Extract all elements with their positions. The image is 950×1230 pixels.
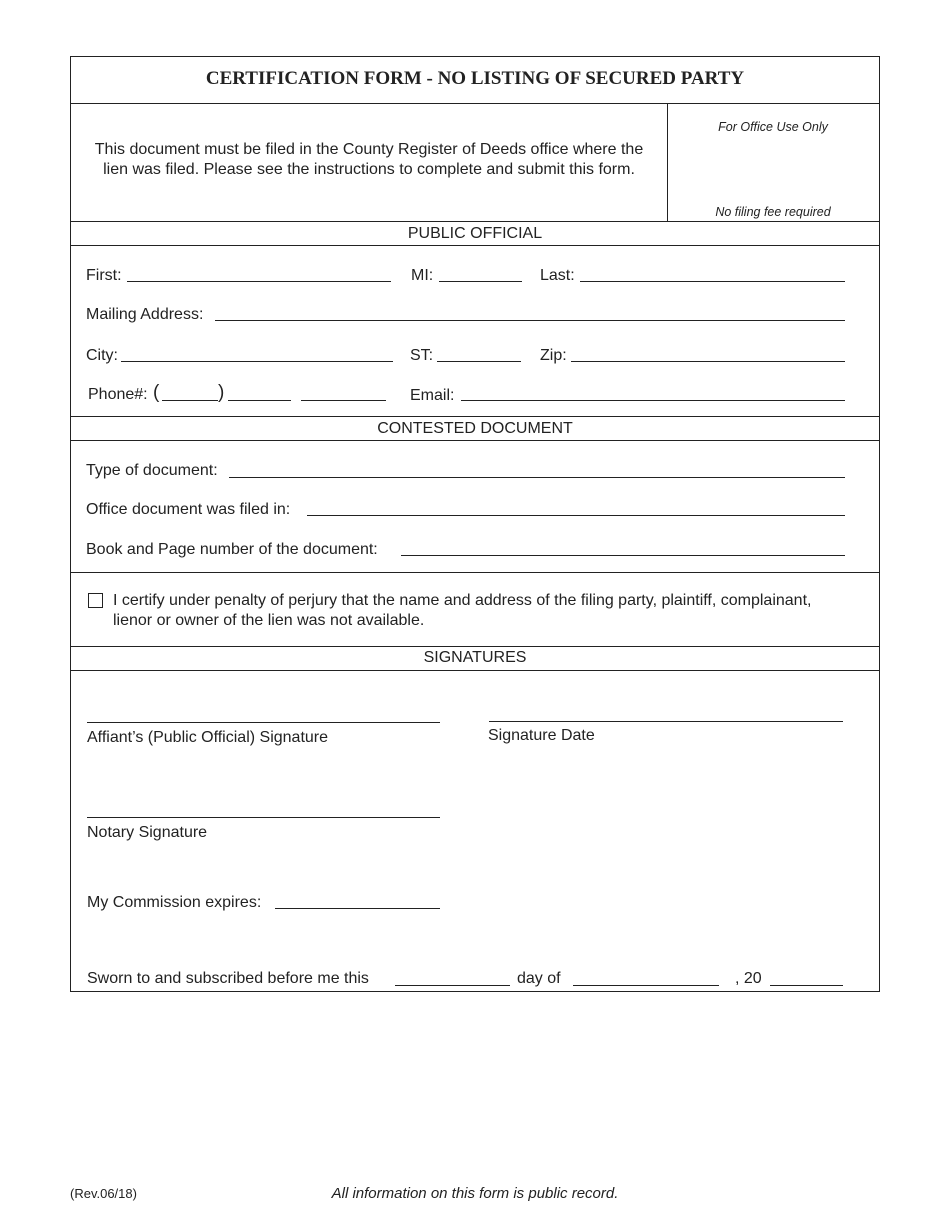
filing-office-label: Office document was filed in: — [86, 501, 291, 518]
divider — [71, 646, 879, 647]
form-frame — [70, 56, 880, 992]
certify-line: lienor or owner of the lien was not available. — [113, 612, 425, 629]
divider — [71, 440, 879, 441]
revision-label: (Rev.06/18) — [70, 1186, 137, 1201]
sworn-month-field[interactable] — [573, 985, 719, 986]
public-official-heading: PUBLIC OFFICIAL — [407, 225, 543, 242]
sworn-year-field[interactable] — [770, 985, 843, 986]
mi-label: MI: — [411, 267, 434, 284]
city-label: City: — [86, 347, 118, 364]
divider — [71, 670, 879, 671]
first-label: First: — [86, 267, 122, 284]
phone-prefix-field[interactable] — [228, 400, 291, 401]
divider — [71, 245, 879, 246]
mi-field[interactable] — [439, 281, 522, 282]
notary-signature-label: Notary Signature — [87, 824, 208, 841]
sworn-day-field[interactable] — [395, 985, 510, 986]
commission-expires-label: My Commission expires: — [87, 894, 262, 911]
last-label: Last: — [540, 267, 575, 284]
filing-office-field[interactable] — [307, 515, 845, 516]
form-title: CERTIFICATION FORM - NO LISTING OF SECURED PARTY — [205, 68, 745, 89]
signature-date-label: Signature Date — [488, 727, 595, 744]
notary-signature-field[interactable] — [87, 817, 440, 818]
divider — [71, 416, 879, 417]
signatures-heading: SIGNATURES — [423, 649, 527, 666]
office-use-label: For Office Use Only — [718, 120, 828, 134]
contested-document-heading: CONTESTED DOCUMENT — [377, 420, 573, 437]
certify-checkbox[interactable] — [88, 593, 103, 608]
certify-line: I certify under penalty of perjury that the name and address of the filing party, plaintiff, complainant, — [113, 592, 812, 609]
mailing-address-label: Mailing Address: — [86, 306, 204, 323]
day-of-label: day of — [517, 970, 561, 987]
phone-number-field[interactable] — [301, 400, 386, 401]
certify-statement — [113, 591, 811, 631]
state-field[interactable] — [437, 361, 521, 362]
commission-expires-field[interactable] — [275, 908, 440, 909]
divider — [71, 572, 879, 573]
email-field[interactable] — [461, 400, 845, 401]
zip-label: Zip: — [540, 347, 567, 364]
fee-note: No filing fee required — [715, 205, 831, 219]
affiant-signature-label: Affiant’s (Public Official) Signature — [87, 729, 329, 746]
zip-field[interactable] — [571, 361, 845, 362]
document-type-field[interactable] — [229, 477, 845, 478]
area-code-field[interactable] — [162, 400, 218, 401]
email-label: Email: — [410, 387, 455, 404]
first-field[interactable] — [127, 281, 391, 282]
city-field[interactable] — [121, 361, 393, 362]
book-page-field[interactable] — [401, 555, 845, 556]
phone-label: Phone#: — [88, 386, 148, 403]
instructions-line: This document must be filed in the County Register of Deeds office where the — [94, 141, 644, 158]
area-code-open-paren: ( — [153, 382, 160, 403]
divider — [71, 221, 879, 222]
area-code-close-paren: ) — [218, 382, 225, 403]
book-page-label: Book and Page number of the document: — [86, 541, 378, 558]
year-prefix-label: , 20 — [735, 970, 762, 987]
divider — [71, 103, 879, 104]
signature-date-field[interactable] — [489, 721, 843, 722]
sworn-label: Sworn to and subscribed before me this — [87, 970, 369, 987]
instructions-line: lien was filed. Please see the instructions to complete and submit this form. — [103, 161, 635, 178]
affiant-signature-field[interactable] — [87, 722, 440, 723]
public-record-note: All information on this form is public record. — [331, 1185, 619, 1202]
document-type-label: Type of document: — [86, 462, 218, 479]
state-label: ST: — [410, 347, 434, 364]
last-field[interactable] — [580, 281, 845, 282]
mailing-address-field[interactable] — [215, 320, 845, 321]
form-instructions — [71, 140, 667, 180]
